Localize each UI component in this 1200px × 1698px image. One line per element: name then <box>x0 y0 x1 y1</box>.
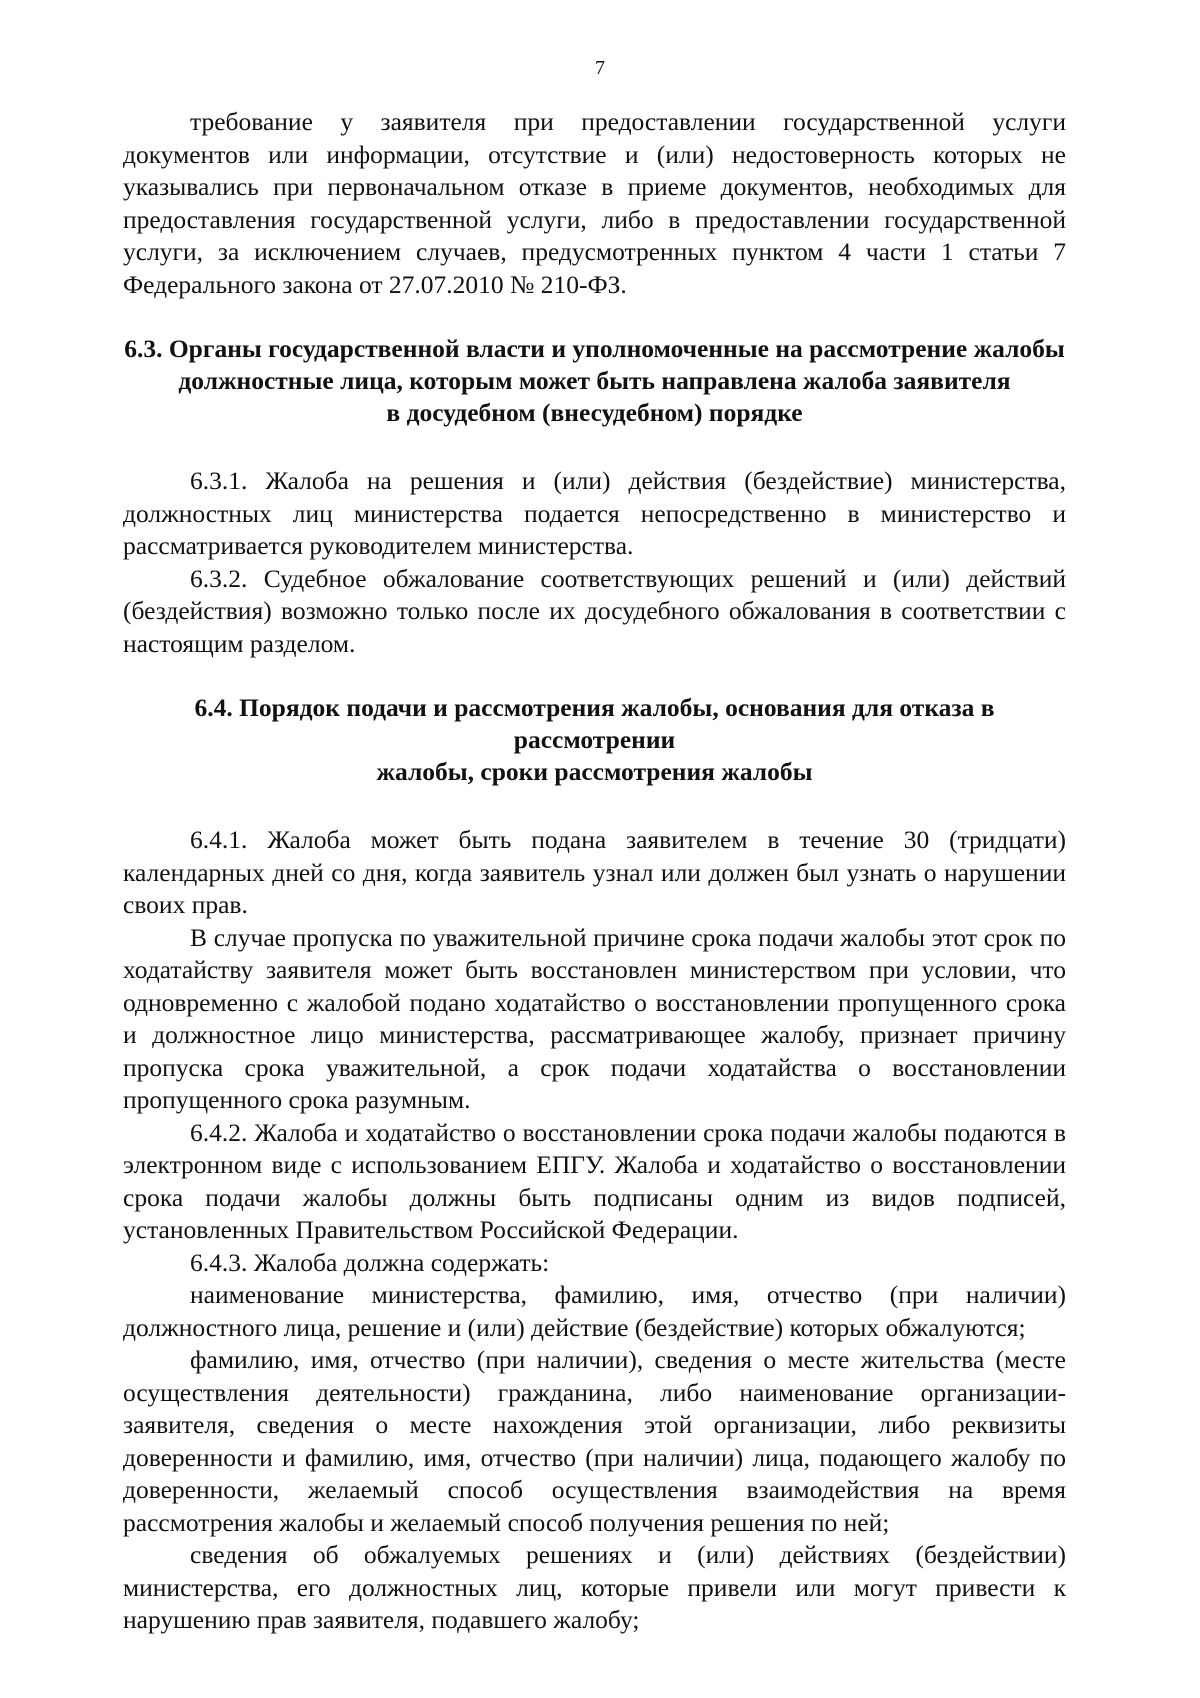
page-number: 7 <box>595 57 605 79</box>
complaint-content-item: наименование министерства, фамилию, имя, отчество (при наличии) должностного лица, решение и (или) действие (бездействие) которых обжалуются; <box>123 1280 1066 1342</box>
paragraph-6-4-1-restoration: В случае пропуска по уважительной причине срока подачи жалобы этот срок по ходатайству заявителя может быть восстановлен министерством при условии, что одновременно с жалобой подано ходатайство о восстановлении пропущенного срока и должностное лицо министерства, рассматривающее жалобу, признает причину пропуска срока уважительной, а срок подачи ходатайства о восстановлении пропущенного срока разумным. <box>123 922 1066 1114</box>
paragraph-6-3-1: 6.3.1. Жалоба на решения и (или) действия (бездействие) министерства, должностных лиц министерства подается непосредственно в министерство и рассматривается руководителем министерства. <box>123 466 1066 560</box>
section-6-3-heading-line: должностные лица, которым может быть направлена жалоба заявителя <box>178 366 1011 395</box>
complaint-content-item: фамилию, имя, отчество (при наличии), сведения о месте жительства (месте осуществления деятельности) гражданина, либо наименование организации-заявителя, сведения о месте нахождения этой организации, либо реквизиты доверенности и фамилию, имя, отчество (при наличии) лица, подающего жалобу по доверенности, желаемый способ осуществления взаимодействия на время рассмотрения жалобы и желаемый способ получения решения по ней; <box>123 1345 1066 1537</box>
section-6-3-heading <box>123 333 1066 429</box>
section-6-3-heading-line: в досудебном (внесудебном) порядке <box>386 398 803 427</box>
paragraph-6-4-3: 6.4.3. Жалоба должна содержать: <box>190 1247 550 1277</box>
complaint-content-item: сведения об обжалуемых решениях и (или) действиях (бездействии) министерства, его должностных лиц, которые привели или могут привести к нарушению прав заявителя, подавшего жалобу; <box>123 1540 1066 1634</box>
section-6-4-heading-line: жалобы, сроки рассмотрения жалобы <box>376 757 813 786</box>
document-body <box>123 106 1066 1637</box>
paragraph-6-4-2: 6.4.2. Жалоба и ходатайство о восстановлении срока подачи жалобы подаются в электронном виде с использованием ЕПГУ. Жалоба и ходатайство о восстановлении срока подачи жалобы должны быть подписаны одним из видов подписей, установленных Правительством Российской Федерации. <box>123 1117 1066 1244</box>
section-6-4-heading-line: 6.4. Порядок подачи и рассмотрения жалобы, основания для отказа в рассмотрении <box>194 693 995 754</box>
section-6-4-heading <box>123 692 1066 788</box>
paragraph-6-4-1: 6.4.1. Жалоба может быть подана заявителем в течение 30 (тридцати) календарных дней со дня, когда заявитель узнал или должен был узнать о нарушении своих прав. <box>123 825 1066 919</box>
section-6-3-heading-line: 6.3. Органы государственной власти и уполномоченные на рассмотрение жалобы <box>124 334 1065 363</box>
paragraph-6-3-2: 6.3.2. Судебное обжалование соответствующих решений и (или) действий (бездействия) возможно только после их досудебного обжалования в соответствии с настоящим разделом. <box>123 563 1066 658</box>
intro-paragraph: требование у заявителя при предоставлении государственной услуги документов или информации, отсутствие и (или) недостоверность которых не указывались при первоначальном отказе в приеме документов, необходимых для предоставления государственной услуги, либо в предоставлении государственной услуги, за исключением случаев, предусмотренных пунктом 4 части 1 статьи 7 Федерального закона от 27.07.2010 № 210-ФЗ. <box>123 107 1066 299</box>
